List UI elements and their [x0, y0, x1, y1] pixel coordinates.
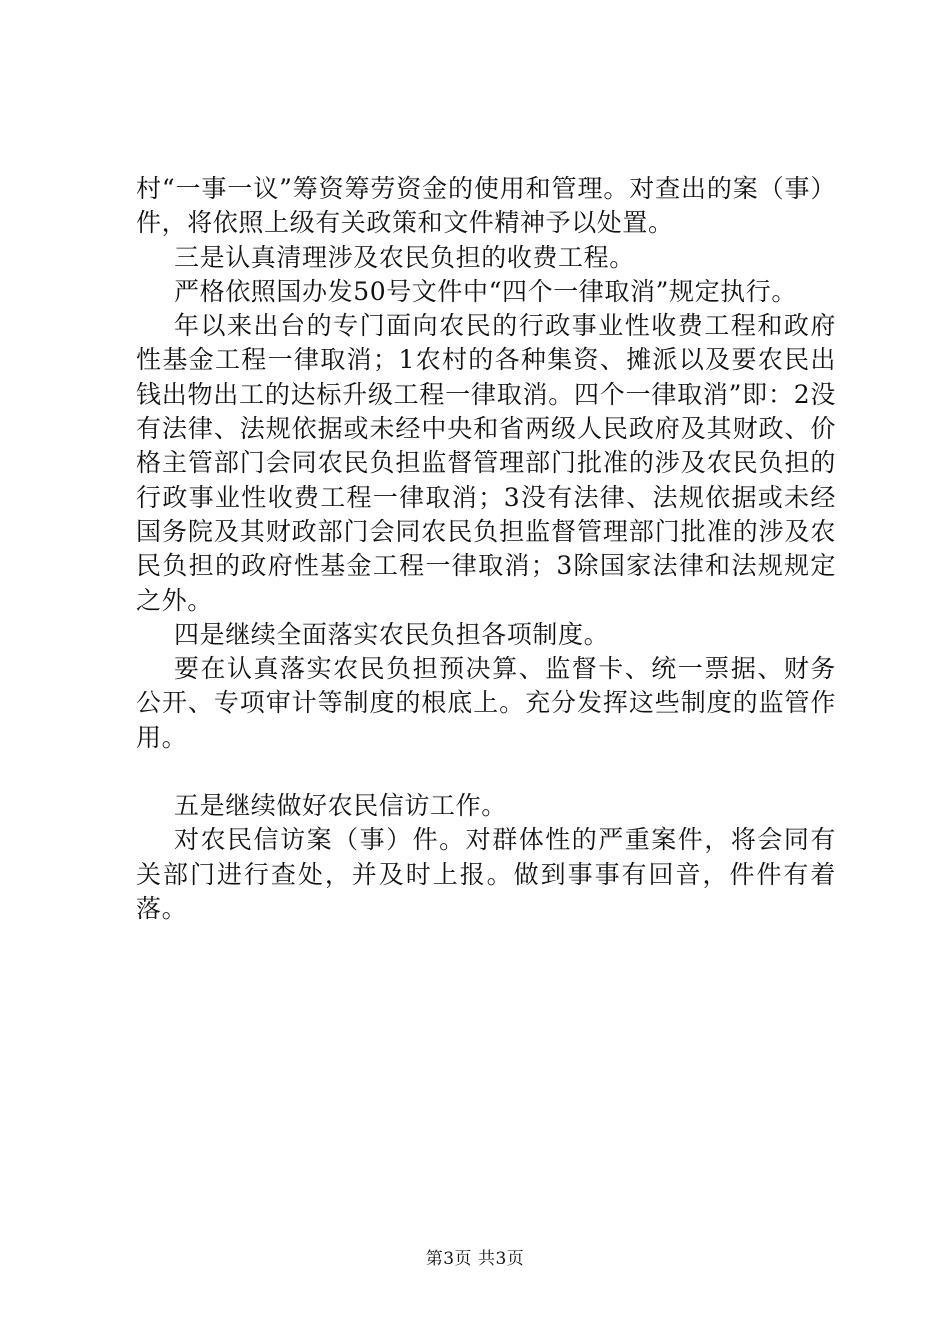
paragraph-systems: 要在认真落实农民负担预决算、监督卡、统一票据、财务公开、专项审计等制度的根底上。充分发挥这些制度的监管作用。	[136, 654, 836, 752]
paragraph-document-50: 严格依照国办发50号文件中“四个一律取消”规定执行。	[174, 276, 797, 306]
page-footer: 第3页 共3页	[425, 1249, 525, 1269]
paragraph-petitions: 对农民信访案（事）件。对群体性的严重案件，将会同有关部门进行查处，并及时上报。做到事事有回音，件件有着落。	[136, 825, 836, 923]
paragraph-heading-five: 五是继续做好农民信访工作。	[174, 791, 507, 821]
paragraph-four-cancellations: 年以来出台的专门面向农民的行政事业性收费工程和政府性基金工程一律取消；1农村的各种集资、摊派以及要农民出钱出物出工的达标升级工程一律取消。四个一律取消”即：2没有法律、法规依据或未经中央和省两级人民政府及其财政、价格主管部门会同农民负担监督管理部门批准的涉及农民负担的行政事业性收费工程一律取消；3没有法律、法规依据或未经国务院及其财政部门会同农民负担监督管理部门批准的涉及农民负担的政府性基金工程一律取消；3除国家法律和法规规定之外。	[136, 311, 836, 615]
paragraph-continued: 村“一事一议”筹资筹劳资金的使用和管理。对查出的案（事）件，将依照上级有关政策和文件精神予以处置。	[136, 174, 836, 238]
paragraph-heading-four: 四是继续全面落实农民负担各项制度。	[174, 619, 610, 649]
paragraph-heading-three: 三是认真清理涉及农民负担的收费工程。	[174, 242, 635, 272]
document-body	[136, 172, 836, 926]
